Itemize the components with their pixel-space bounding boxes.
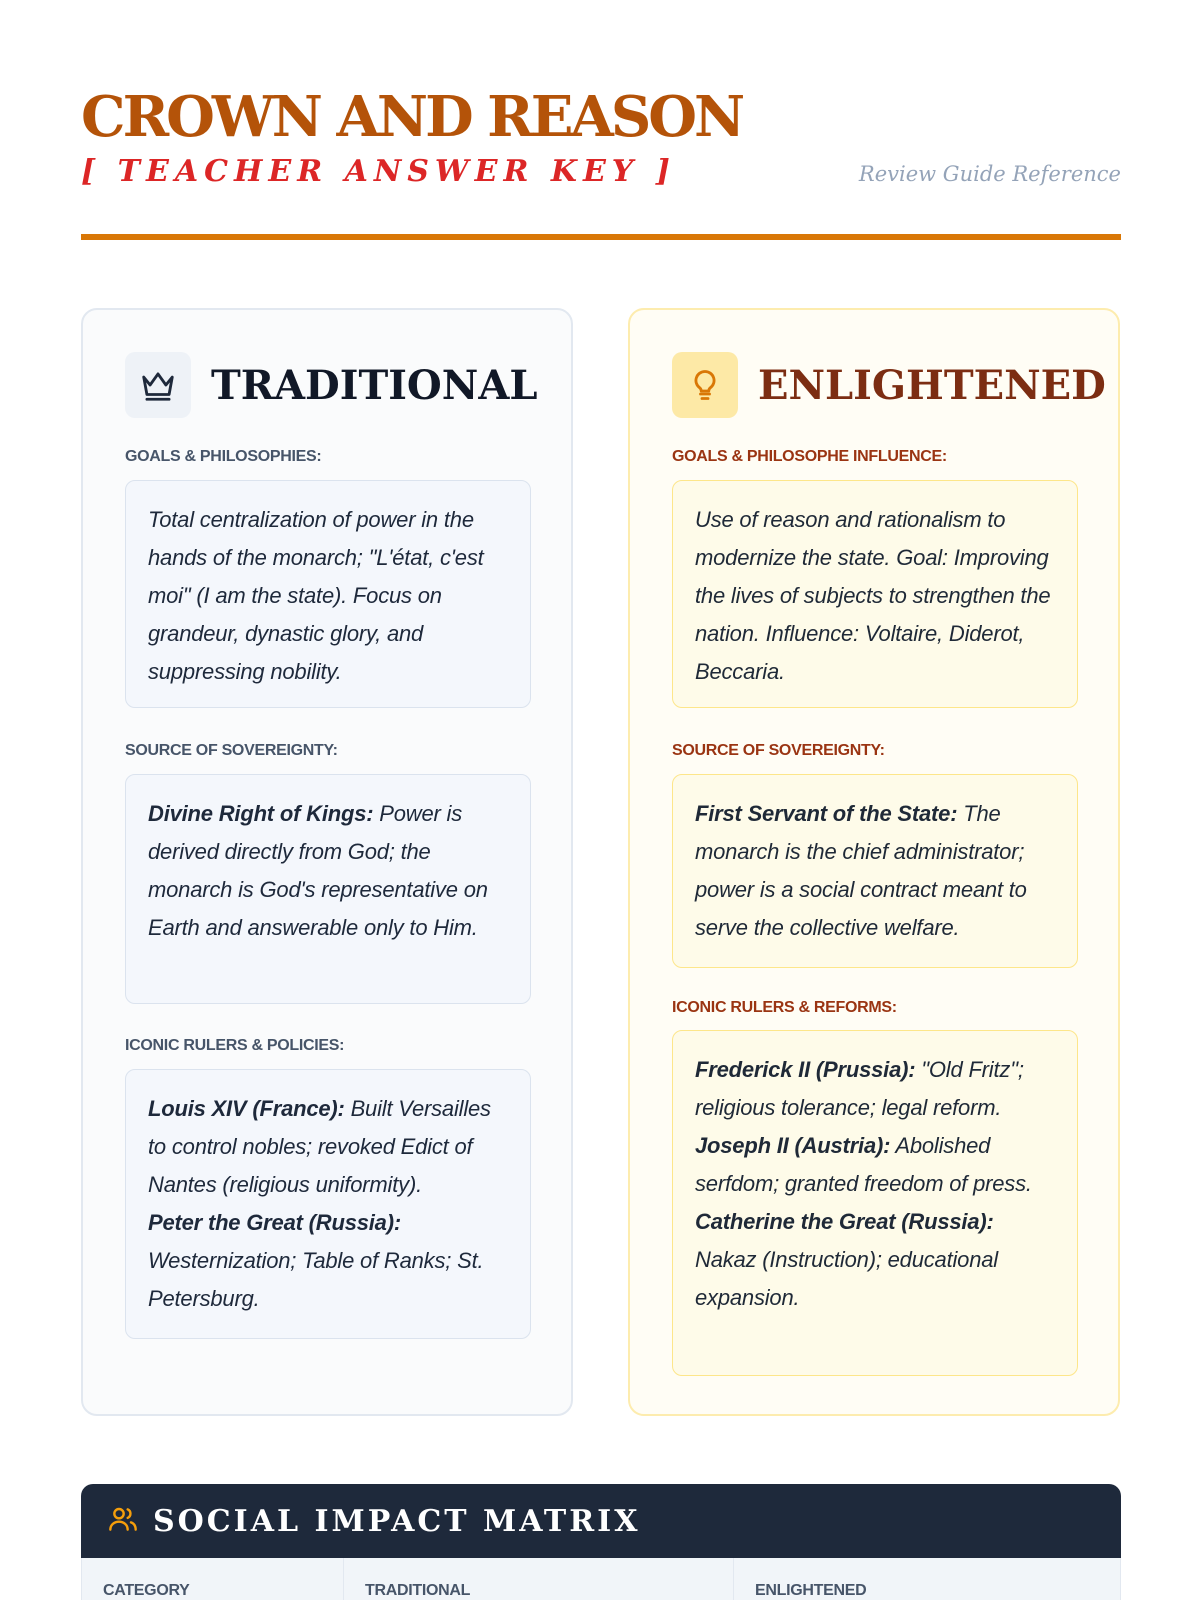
ruler-entry (148, 1090, 510, 1204)
column-header-enlightened: ENLIGHTENED (733, 1558, 1122, 1600)
goals-box: Total centralization of power in the hands of the monarch; "L'état, c'est moi" (I am the state). Focus on grandeur, dynastic glory, and suppressing nobility. (125, 480, 531, 708)
rulers-box (672, 1030, 1078, 1376)
traditional-panel (81, 308, 573, 1416)
ruler-entry (695, 1203, 1057, 1317)
ruler-entry (695, 1051, 1057, 1127)
ruler-name: Frederick II (Prussia): (695, 1057, 916, 1082)
ruler-reforms: Nakaz (Instruction); educational expansion. (695, 1247, 998, 1310)
traditional-title: TRADITIONAL (211, 361, 538, 409)
page-title: CROWN AND REASON (81, 84, 743, 150)
matrix-column-headers (81, 1558, 1121, 1600)
ruler-reforms: Abolished serfdom; granted freedom of press. (695, 1133, 1032, 1196)
sovereignty-term: Divine Right of Kings: (148, 801, 374, 826)
traditional-header (125, 352, 537, 418)
ruler-entry (148, 1204, 510, 1318)
ruler-entry (695, 1127, 1057, 1203)
ruler-policies: Built Versailles to control nobles; revoked Edict of Nantes (religious uniformity). (148, 1096, 491, 1197)
crown-icon (125, 352, 191, 418)
sovereignty-text: The monarch is the chief administrator; power is a social contract meant to serve the collective welfare. (695, 801, 1027, 940)
enlightened-title: ENLIGHTENED (758, 361, 1106, 409)
social-impact-matrix (81, 1484, 1121, 1600)
goals-label: GOALS & PHILOSOPHE INFLUENCE: (672, 448, 947, 465)
enlightened-panel (628, 308, 1120, 1416)
rulers-box (125, 1069, 531, 1339)
sovereignty-term: First Servant of the State: (695, 801, 958, 826)
sovereignty-label: SOURCE OF SOVEREIGNTY: (125, 742, 338, 759)
ruler-name: Catherine the Great (Russia): (695, 1209, 994, 1234)
ruler-policies: Westernization; Table of Ranks; St. Petersburg. (148, 1248, 484, 1311)
rulers-label: ICONIC RULERS & POLICIES: (125, 1037, 345, 1054)
goals-box: Use of reason and rationalism to modernize the state. Goal: Improving the lives of subjects to strengthen the nation. Influence: Voltaire, Diderot, Beccaria. (672, 480, 1078, 708)
ruler-name: Joseph II (Austria): (695, 1133, 891, 1158)
lightbulb-icon (672, 352, 738, 418)
header-divider (81, 234, 1121, 240)
matrix-title: SOCIAL IMPACT MATRIX (153, 1503, 641, 1539)
sovereignty-text: Power is derived directly from God; the monarch is God's representative on Earth and answerable only to Him. (148, 801, 488, 940)
sovereignty-box (125, 774, 531, 1004)
enlightened-header (672, 352, 1106, 418)
review-guide-reference: Review Guide Reference (858, 162, 1121, 186)
matrix-header-bar (81, 1484, 1121, 1558)
sovereignty-box (672, 774, 1078, 968)
sovereignty-label: SOURCE OF SOVEREIGNTY: (672, 742, 885, 759)
ruler-name: Peter the Great (Russia): (148, 1210, 401, 1235)
column-header-traditional: TRADITIONAL (343, 1558, 733, 1600)
rulers-label: ICONIC RULERS & REFORMS: (672, 999, 897, 1016)
ruler-reforms: "Old Fritz"; religious tolerance; legal reform. (695, 1057, 1024, 1120)
page-subtitle: [ TEACHER ANSWER KEY ] (81, 154, 676, 189)
column-header-category: CATEGORY (103, 1582, 190, 1599)
goals-label: GOALS & PHILOSOPHIES: (125, 448, 322, 465)
page-header (81, 86, 1121, 242)
users-icon (107, 1503, 139, 1540)
ruler-name: Louis XIV (France): (148, 1096, 345, 1121)
